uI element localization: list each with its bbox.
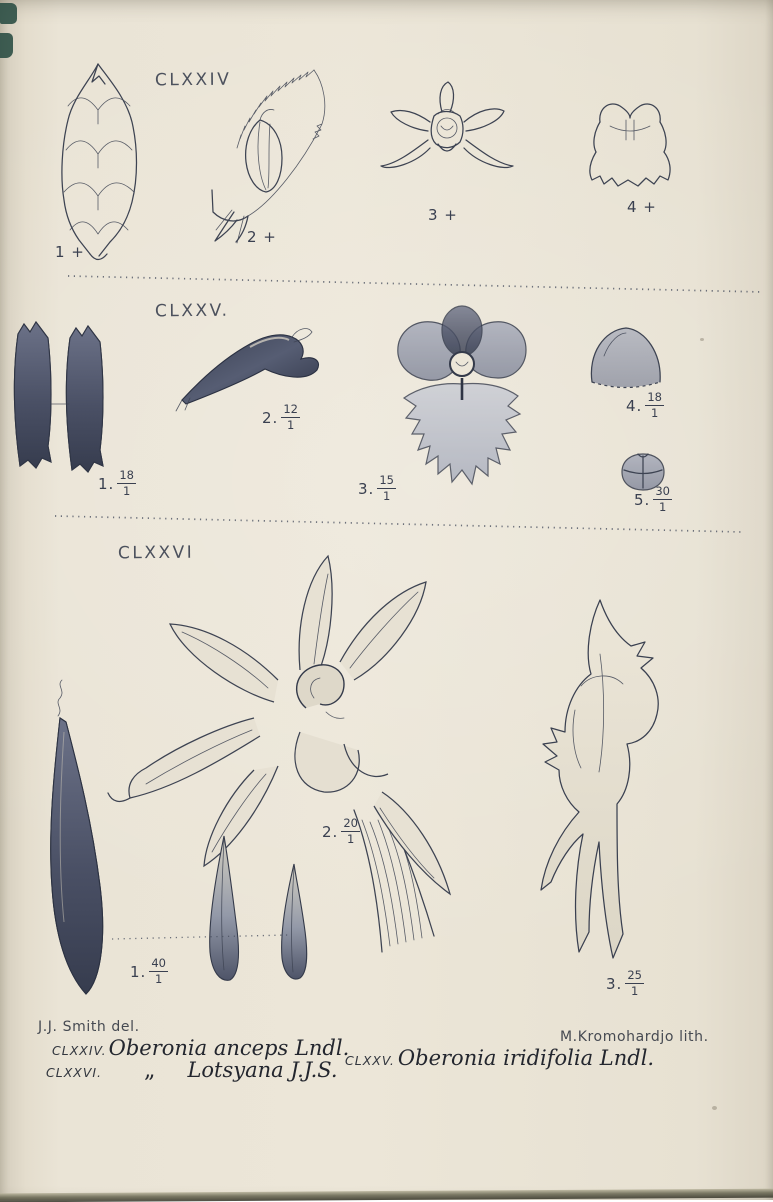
scale-fraction: $\frac{18}{1}$ [647,390,662,420]
fig-clxxiv-1-drawing [42,58,157,268]
scale-fraction: $\frac{30}{1}$ [655,484,670,514]
lithographer-credit: M.Kromohardjo lith. [560,1029,709,1045]
caption-line-clxxvi [46,1058,338,1083]
section-title-clxxiv: CLXXIV [154,69,232,91]
paper-speck [700,338,704,341]
species-name: Oberonia anceps Lndl. [108,1036,350,1060]
fig-clxxiv-3-drawing [372,78,522,220]
fig-clxxvi-2-label: 2. $\frac{20}{1}$ [322,816,358,846]
species-name: Lotsyana J.J.S. [187,1058,338,1082]
fig-clxxiv-1-label: 1 + [55,243,85,261]
fig-clxxv-5-label: 5. $\frac{30}{1}$ [634,484,670,514]
fig-clxxv-2-drawing [170,314,328,416]
dotted-baseline [110,930,295,946]
artist-credit: J.J. Smith del. [38,1019,140,1035]
scale-fraction: $\frac{15}{1}$ [379,473,394,503]
fig-clxxv-1-drawing [6,318,134,486]
fig-clxxiv-2-label: 2 + [247,228,277,246]
scale-fraction: $\frac{12}{1}$ [283,402,298,432]
fig-clxxiv-3-label: 3 + [428,206,458,224]
species-name: Oberonia iridifolia Lndl. [397,1046,655,1070]
fig-clxxiv-2-drawing [182,62,337,252]
caption-ref: CLXXVI. [46,1065,103,1080]
scale-fraction: $\frac{20}{1}$ [343,816,358,846]
scale-fraction: $\frac{40}{1}$ [151,956,166,986]
caption-ref: CLXXV. [345,1053,395,1068]
fig-clxxvi-1-drawing [30,672,120,1007]
scan-corner-mark [0,33,13,58]
fig-clxxiv-4-label: 4 + [627,198,657,216]
scale-fraction: $\frac{18}{1}$ [119,468,134,498]
ditto-mark: „ [144,1058,156,1083]
scale-fraction: $\frac{25}{1}$ [627,968,642,998]
dotted-divider [0,268,773,300]
fig-clxxv-1-label: 1. $\frac{18}{1}$ [98,468,134,498]
fig-clxxvi-3-label: 3. $\frac{25}{1}$ [606,968,642,998]
fig-clxxv-3-label: 3. $\frac{15}{1}$ [358,473,394,503]
fig-clxxvi-1-label: 1. $\frac{40}{1}$ [130,956,166,986]
section-title-clxxv: CLXXV. [154,300,230,322]
section-title-clxxvi: CLXXVI [117,542,195,564]
caption-line-clxxv [345,1046,654,1070]
fig-clxxv-4-label: 4. $\frac{18}{1}$ [626,390,662,420]
caption-line-clxxiv [52,1036,349,1060]
paper-speck [712,1106,717,1110]
fig-clxxvi-bracts-drawing [188,830,338,988]
fig-clxxvi-3-drawing [505,590,670,970]
fig-clxxv-2-label: 2. $\frac{12}{1}$ [262,402,298,432]
fig-clxxiv-4-drawing [580,92,680,207]
scan-corner-mark [0,3,17,24]
caption-ref: CLXXIV. [52,1043,107,1058]
